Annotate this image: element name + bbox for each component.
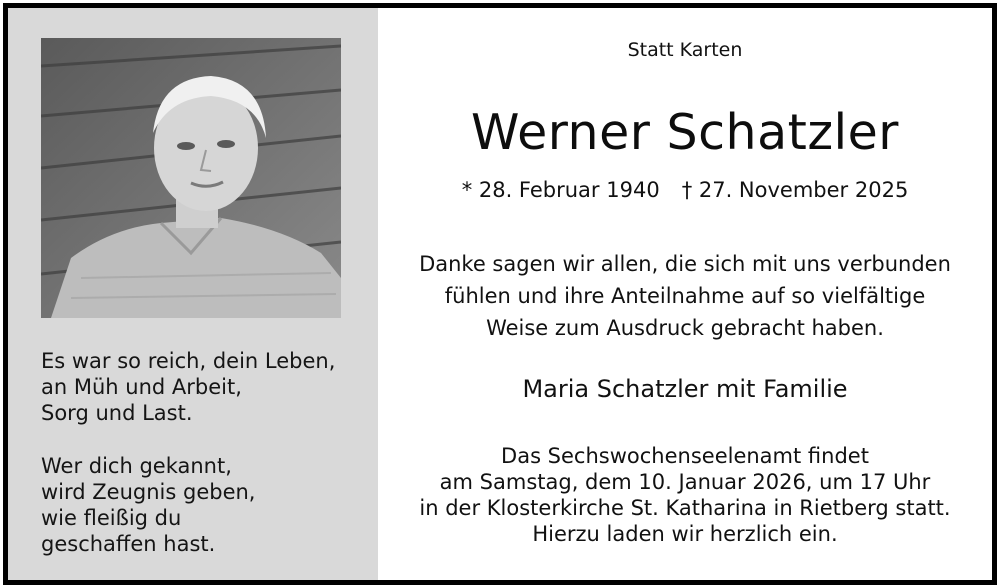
right-panel <box>378 8 992 580</box>
left-panel <box>8 8 378 580</box>
service-line: Das Sechswochenseelenamt findet <box>501 444 869 468</box>
service-line: am Samstag, dem 10. Januar 2026, um 17 Uhr <box>439 470 931 494</box>
portrait-photo <box>41 38 341 318</box>
poem-line: Wer dich gekannt, <box>41 454 232 478</box>
life-dates <box>378 178 992 202</box>
obituary-card <box>3 3 997 585</box>
thanks-line: Danke sagen wir allen, die sich mit uns verbunden <box>419 252 951 276</box>
poem-line: an Müh und Arbeit, <box>41 375 242 399</box>
poem-line: geschaffen hast. <box>41 532 216 556</box>
poem-stanza-2 <box>41 453 255 557</box>
service-line: in der Klosterkirche St. Katharina in Rietberg statt. <box>419 496 951 520</box>
service-line: Hierzu laden wir herzlich ein. <box>532 522 838 546</box>
thanks-text <box>378 248 992 344</box>
poem-line: wie fleißig du <box>41 506 182 530</box>
preface-text: Statt Karten <box>627 39 743 61</box>
service-notice <box>378 443 992 547</box>
poem-line: wird Zeugnis geben, <box>41 480 256 504</box>
poem-line: Sorg und Last. <box>41 401 193 425</box>
thanks-line: fühlen und ihre Anteilnahme auf so vielfältige <box>444 284 926 308</box>
deceased-name: Werner Schatzler <box>471 104 899 161</box>
poem-line: Es war so reich, dein Leben, <box>41 349 336 373</box>
family-signature: Maria Schatzler mit Familie <box>522 375 848 403</box>
thanks-line: Weise zum Ausdruck gebracht haben. <box>486 316 884 340</box>
poem-stanza-1 <box>41 348 335 426</box>
portrait-illustration <box>41 38 341 318</box>
birth-date: * 28. Februar 1940 <box>461 178 660 202</box>
death-date: † 27. November 2025 <box>681 178 909 202</box>
